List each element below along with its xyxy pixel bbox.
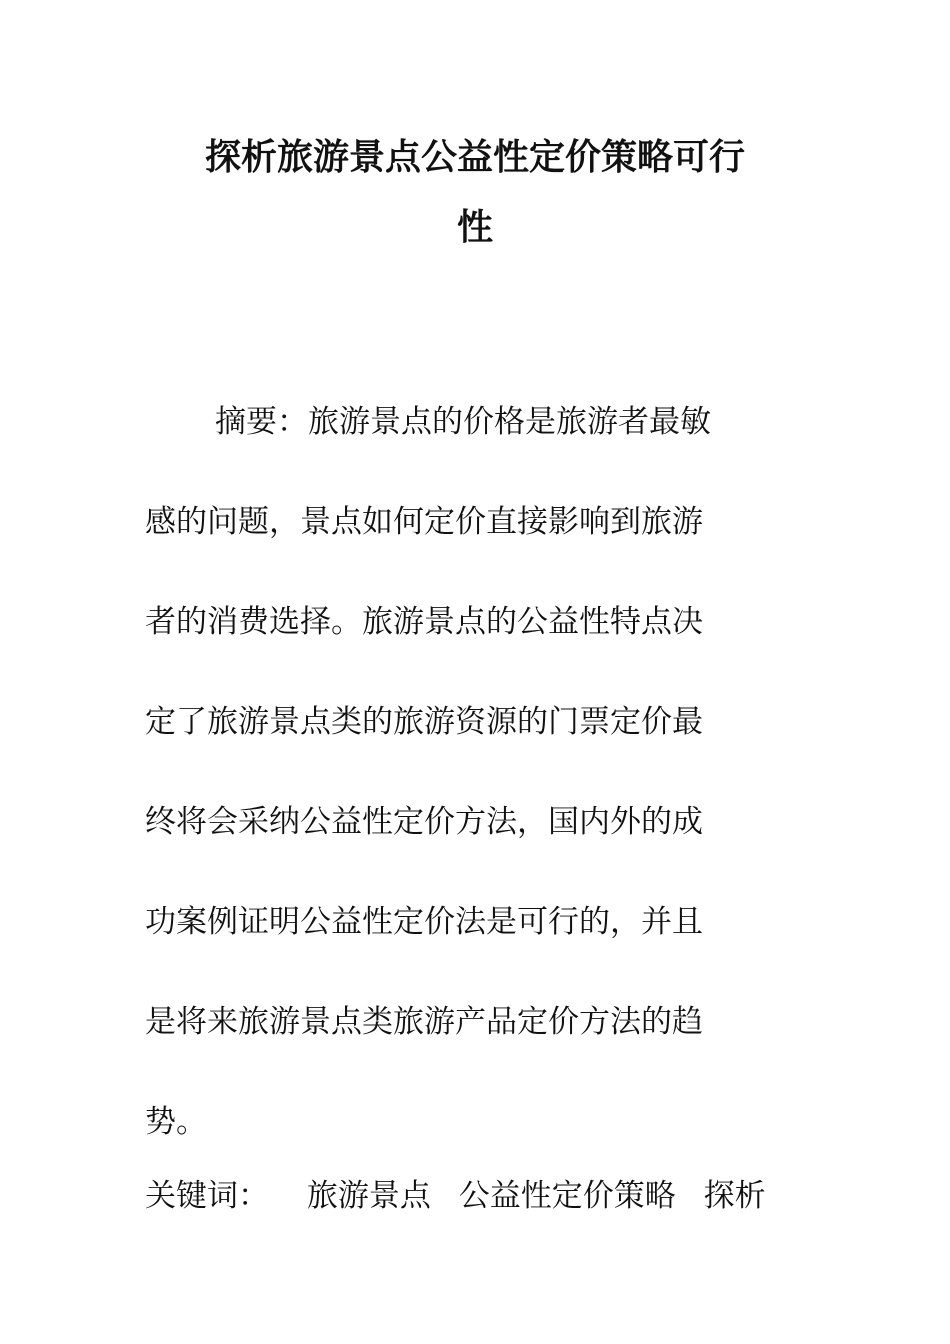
keyword-item: 公益性定价策略 bbox=[458, 1178, 676, 1214]
keywords-label: 关键词： bbox=[145, 1178, 269, 1214]
document-title bbox=[145, 122, 805, 262]
abstract-line: 功案例证明公益性定价法是可行的，并且 bbox=[145, 904, 703, 940]
abstract-paragraph bbox=[145, 372, 825, 1172]
abstract-line: 摘要：旅游景点的价格是旅游者最敏 bbox=[215, 404, 711, 440]
abstract-line: 定了旅游景点类的旅游资源的门票定价最 bbox=[145, 704, 703, 740]
abstract-line: 感的问题，景点如何定价直接影响到旅游 bbox=[145, 504, 703, 540]
abstract-line: 势。 bbox=[145, 1104, 207, 1140]
title-line: 探析旅游景点公益性定价策略可行 bbox=[204, 136, 745, 178]
title-line: 性 bbox=[456, 206, 493, 248]
abstract-line: 者的消费选择。旅游景点的公益性特点决 bbox=[145, 604, 703, 640]
keyword-item: 旅游景点 bbox=[306, 1178, 431, 1214]
keywords-line bbox=[145, 1166, 835, 1226]
abstract-line: 终将会采纳公益性定价方法，国内外的成 bbox=[145, 804, 703, 840]
abstract-line: 是将来旅游景点类旅游产品定价方法的趋 bbox=[145, 1004, 703, 1040]
keyword-item: 探析 bbox=[703, 1178, 766, 1214]
